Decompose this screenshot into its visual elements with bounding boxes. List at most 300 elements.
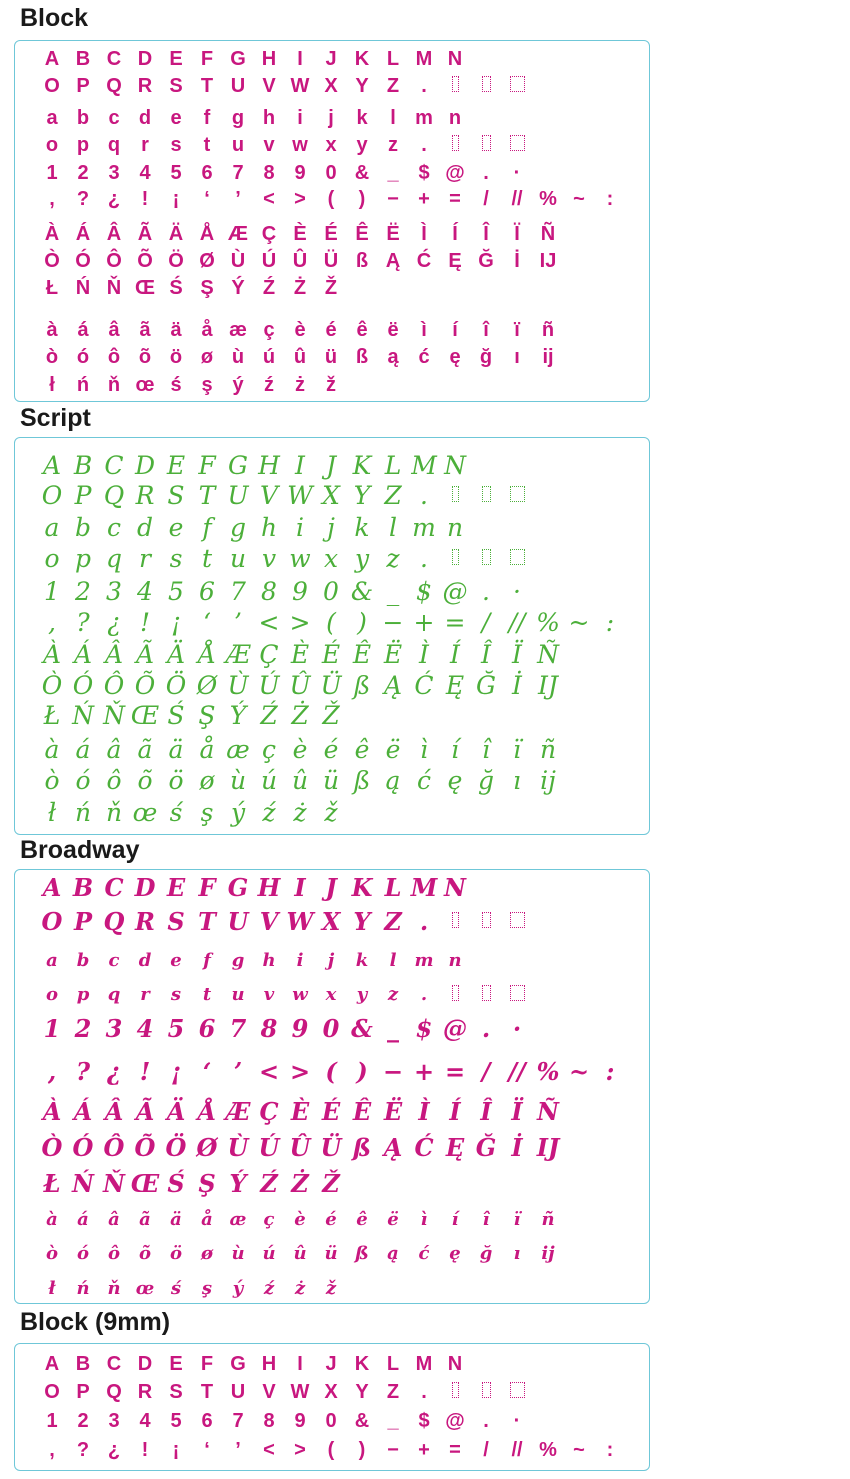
glyph: z: [388, 134, 398, 156]
glyph: o: [45, 984, 58, 1005]
glyph: Ń: [72, 1169, 94, 1198]
glyph: T: [200, 75, 214, 97]
glyph: o: [44, 544, 60, 573]
glyph: h: [260, 513, 278, 542]
glyph: Ń: [75, 277, 91, 299]
glyph: l: [389, 950, 397, 971]
glyph: Ç: [261, 223, 277, 245]
glyph: Ğ: [475, 1133, 497, 1162]
glyph: 8: [260, 1014, 278, 1043]
glyph: //: [511, 1439, 523, 1461]
glyph: Ó: [72, 671, 94, 700]
glyph: !: [139, 608, 151, 637]
glyph: !: [139, 1057, 151, 1086]
glyph: Ą: [383, 671, 403, 700]
glyph: i: [296, 950, 304, 971]
glyph: p: [76, 984, 90, 1005]
glyph: b: [76, 107, 90, 129]
glyph: E: [169, 1353, 183, 1375]
glyph: ù: [229, 766, 247, 795]
dotted-box-icon: [482, 135, 491, 151]
glyph: :: [605, 608, 615, 637]
glyph: ü: [324, 346, 338, 368]
glyph: :: [605, 1057, 615, 1086]
glyph: ?: [76, 608, 90, 637]
glyph: ú: [262, 1243, 276, 1264]
glyph: Œ: [135, 277, 155, 299]
glyph: à: [46, 319, 58, 341]
glyph: p: [76, 134, 90, 156]
glyph: j: [327, 950, 335, 971]
glyph: c: [108, 950, 120, 971]
glyph: ö: [168, 766, 184, 795]
glyph: D: [137, 1353, 153, 1375]
glyph: Ý: [229, 701, 247, 730]
glyph: Æ: [225, 640, 251, 669]
glyph: Ź: [262, 277, 276, 299]
glyph: z: [387, 984, 399, 1005]
glyph: Å: [197, 1097, 217, 1126]
glyph: IJ: [539, 250, 557, 272]
glyph: 6: [199, 577, 215, 606]
glyph: ę: [447, 766, 463, 795]
glyph: q: [107, 134, 121, 156]
glyph: y: [354, 544, 370, 573]
glyph: ı: [513, 766, 521, 795]
glyph: F: [198, 451, 216, 480]
glyph: Œ: [130, 1169, 160, 1198]
glyph: N: [447, 48, 463, 70]
glyph: ň: [105, 798, 123, 827]
glyph: V: [262, 75, 276, 97]
glyph: Ż: [291, 701, 309, 730]
glyph: ó: [76, 346, 90, 368]
glyph: Ę: [445, 1133, 465, 1162]
glyph: ~: [573, 188, 585, 210]
glyph: Ú: [258, 1133, 280, 1162]
glyph: Â: [104, 1097, 124, 1126]
glyph: ł: [48, 1278, 56, 1299]
glyph: _: [387, 162, 399, 184]
glyph: S: [167, 907, 185, 936]
glyph: K: [352, 451, 372, 480]
glyph: n: [448, 107, 462, 129]
glyph: 6: [201, 162, 213, 184]
glyph-row: [37, 545, 533, 573]
glyph: Ä: [166, 1097, 186, 1126]
glyph: M: [410, 873, 438, 902]
glyph-row: [37, 1015, 533, 1043]
glyph: :: [606, 188, 614, 210]
glyph: h: [262, 950, 276, 971]
glyph: @: [443, 1014, 467, 1043]
glyph: å: [199, 735, 215, 764]
glyph: Ý: [231, 277, 245, 299]
dotted-box-icon: [452, 1382, 459, 1398]
glyph: ’: [233, 1057, 243, 1086]
glyph: Y: [353, 481, 371, 510]
glyph: è: [294, 319, 306, 341]
glyph: −: [382, 608, 404, 637]
glyph: !: [141, 188, 149, 210]
glyph: 8: [261, 577, 277, 606]
glyph: O: [41, 481, 63, 510]
glyph: à: [44, 735, 60, 764]
glyph: t: [203, 134, 211, 156]
glyph: W: [290, 75, 310, 97]
glyph: s: [170, 134, 182, 156]
glyph: D: [134, 451, 156, 480]
glyph: ê: [356, 1209, 368, 1230]
dotted-box-icon: [510, 486, 525, 502]
glyph: é: [325, 1209, 337, 1230]
glyph: P: [73, 907, 93, 936]
glyph: Ù: [227, 671, 249, 700]
glyph: Ò: [44, 250, 60, 272]
glyph: V: [262, 1381, 276, 1403]
glyph: ): [358, 188, 366, 210]
glyph: ß: [352, 1133, 372, 1162]
glyph: Ń: [72, 701, 94, 730]
glyph: ‘: [202, 1057, 212, 1086]
glyph: H: [261, 1353, 277, 1375]
glyph: û: [293, 346, 307, 368]
glyph: ň: [107, 1278, 121, 1299]
glyph: ì: [420, 1209, 428, 1230]
glyph: A: [44, 1353, 60, 1375]
glyph: ~: [573, 1439, 585, 1461]
glyph: à: [46, 1209, 58, 1230]
glyph: M: [411, 451, 437, 480]
glyph: w: [292, 984, 308, 1005]
glyph: 4: [139, 1410, 151, 1432]
glyph: ñ: [541, 1209, 555, 1230]
glyph: &: [354, 1410, 370, 1432]
glyph: Á: [75, 223, 91, 245]
glyph: Ã: [135, 640, 155, 669]
glyph-row: [37, 131, 533, 159]
glyph: ?: [75, 1057, 91, 1086]
glyph-row: [37, 220, 564, 248]
glyph: ö: [169, 346, 183, 368]
glyph: ij: [540, 766, 556, 795]
glyph: 3: [105, 1014, 123, 1043]
glyph: Ś: [169, 277, 183, 299]
glyph: a: [46, 107, 58, 129]
glyph: Ś: [167, 701, 185, 730]
glyph-row: [37, 514, 471, 542]
glyph: I: [297, 1353, 303, 1375]
glyph: ‘: [203, 608, 211, 637]
dotted-box-icon: [510, 76, 525, 92]
glyph: Ô: [103, 1133, 125, 1162]
glyph-row: [37, 1436, 626, 1464]
glyph: é: [325, 319, 337, 341]
glyph: ã: [137, 735, 153, 764]
glyph: Q: [106, 75, 122, 97]
glyph: G: [227, 873, 249, 902]
glyph: U: [227, 907, 249, 936]
glyph: ż: [294, 1278, 306, 1299]
glyph: .: [421, 75, 427, 97]
glyph: 4: [139, 162, 151, 184]
glyph: ń: [76, 374, 90, 396]
glyph: ß: [353, 671, 371, 700]
glyph: s: [170, 984, 182, 1005]
glyph: v: [263, 984, 275, 1005]
glyph: d: [136, 513, 153, 542]
glyph: Õ: [137, 250, 153, 272]
glyph: Y: [355, 1381, 369, 1403]
glyph: x: [323, 544, 339, 573]
glyph: O: [41, 907, 63, 936]
glyph: −: [387, 1439, 399, 1461]
dotted-box-icon: [482, 486, 491, 502]
glyph: //: [508, 608, 526, 637]
glyph: %: [539, 1439, 557, 1461]
glyph: ś: [170, 374, 182, 396]
glyph: ı: [513, 1243, 521, 1264]
glyph: −: [387, 188, 399, 210]
glyph: d: [138, 950, 152, 971]
glyph: ń: [76, 1278, 90, 1299]
glyph: Ø: [196, 671, 218, 700]
glyph: î: [482, 1209, 490, 1230]
glyph: é: [323, 735, 339, 764]
glyph: 2: [77, 1410, 89, 1432]
glyph: ò: [45, 346, 59, 368]
glyph: +: [418, 1439, 430, 1461]
glyph: 9: [291, 1014, 309, 1043]
glyph: (: [325, 1057, 337, 1086]
glyph: Å: [197, 640, 217, 669]
glyph: X: [324, 75, 338, 97]
glyph: <: [258, 608, 280, 637]
glyph: y: [356, 984, 368, 1005]
glyph: t: [201, 544, 213, 573]
glyph: .: [421, 1381, 427, 1403]
glyph: Ł: [45, 277, 59, 299]
glyph: k: [355, 950, 369, 971]
glyph-row: [37, 72, 533, 100]
glyph: c: [108, 107, 120, 129]
glyph: 2: [74, 1014, 92, 1043]
glyph: +: [418, 188, 430, 210]
glyph: C: [106, 1353, 122, 1375]
glyph-row: [37, 452, 471, 480]
section-title-block: Block: [20, 4, 89, 32]
glyph: $: [416, 577, 432, 606]
glyph: Ê: [355, 223, 369, 245]
glyph: >: [289, 608, 311, 637]
glyph: ź: [264, 374, 274, 396]
glyph: Ø: [196, 1133, 218, 1162]
glyph: g: [231, 107, 245, 129]
glyph: G: [230, 48, 246, 70]
glyph: Ñ: [540, 223, 556, 245]
glyph: Ù: [230, 250, 246, 272]
glyph: X: [324, 1381, 338, 1403]
glyph: ù: [231, 346, 245, 368]
glyph: ê: [354, 735, 370, 764]
glyph: ğ: [479, 346, 493, 368]
section-title-broadway: Broadway: [20, 836, 140, 864]
glyph: ò: [44, 766, 60, 795]
glyph: G: [228, 451, 248, 480]
glyph: ï: [513, 735, 521, 764]
glyph: −: [382, 1057, 404, 1086]
glyph: ä: [170, 319, 182, 341]
glyph: .: [420, 984, 428, 1005]
glyph: 7: [230, 577, 246, 606]
glyph: B: [75, 1353, 91, 1375]
glyph: 8: [263, 1410, 275, 1432]
glyph: ú: [260, 766, 278, 795]
glyph: Ż: [293, 277, 307, 299]
glyph: Õ: [134, 671, 156, 700]
glyph: Ë: [386, 223, 400, 245]
glyph: C: [106, 48, 122, 70]
glyph: v: [263, 134, 275, 156]
dotted-box-icon: [452, 549, 459, 565]
glyph: Ù: [227, 1133, 249, 1162]
glyph: 4: [137, 577, 153, 606]
glyph: Ã: [137, 223, 153, 245]
glyph: B: [73, 451, 93, 480]
dotted-box-icon: [482, 76, 491, 92]
glyph: L: [386, 48, 400, 70]
glyph: =: [444, 608, 466, 637]
glyph-row: [37, 767, 564, 795]
glyph: L: [384, 451, 402, 480]
glyph-row: [37, 908, 533, 936]
glyph: C: [104, 451, 124, 480]
glyph: /: [483, 1439, 489, 1461]
glyph: Â: [106, 223, 122, 245]
glyph: m: [415, 107, 433, 129]
glyph: ê: [356, 319, 368, 341]
glyph: H: [258, 451, 280, 480]
glyph: F: [198, 873, 216, 902]
glyph: â: [108, 319, 120, 341]
glyph: M: [415, 1353, 433, 1375]
glyph: À: [42, 640, 62, 669]
glyph: L: [386, 1353, 400, 1375]
glyph: L: [384, 873, 402, 902]
glyph: á: [75, 735, 91, 764]
dotted-box-icon: [452, 135, 459, 151]
glyph: ü: [324, 1243, 338, 1264]
glyph: D: [134, 873, 156, 902]
glyph: .: [420, 481, 428, 510]
glyph: e: [170, 107, 182, 129]
glyph: Ň: [103, 1169, 125, 1198]
glyph: Œ: [130, 701, 160, 730]
glyph: r: [141, 134, 149, 156]
glyph: &: [351, 1014, 373, 1043]
glyph: q: [105, 544, 122, 573]
glyph: Ź: [260, 701, 278, 730]
glyph: Ň: [103, 701, 125, 730]
glyph: N: [447, 1353, 463, 1375]
glyph: I: [297, 48, 303, 70]
glyph: K: [354, 48, 370, 70]
glyph: M: [415, 48, 433, 70]
glyph: m: [412, 513, 436, 542]
glyph: W: [287, 481, 313, 510]
glyph: >: [294, 188, 306, 210]
glyph: Î: [480, 1097, 492, 1126]
glyph: 9: [292, 577, 308, 606]
glyph-row: [37, 874, 471, 902]
glyph: !: [141, 1439, 149, 1461]
glyph: >: [289, 1057, 311, 1086]
glyph: u: [231, 134, 245, 156]
glyph: 4: [136, 1014, 154, 1043]
glyph: ý: [230, 798, 246, 827]
glyph: 3: [106, 577, 122, 606]
glyph: ó: [76, 1243, 89, 1264]
glyph: ,: [49, 188, 55, 210]
glyph: 1: [46, 1410, 58, 1432]
glyph: $: [418, 162, 430, 184]
glyph: 5: [168, 577, 184, 606]
glyph: P: [74, 481, 92, 510]
glyph: Î: [483, 223, 489, 245]
glyph: Ć: [414, 1133, 434, 1162]
glyph: ã: [139, 319, 151, 341]
glyph: V: [259, 907, 279, 936]
glyph: F: [200, 48, 214, 70]
glyph: 6: [198, 1014, 216, 1043]
dotted-box-icon: [510, 985, 525, 1001]
glyph-row: [37, 947, 471, 975]
glyph: ç: [263, 319, 275, 341]
glyph: n: [446, 513, 464, 542]
glyph: Ì: [421, 223, 427, 245]
dotted-box-icon: [510, 135, 525, 151]
glyph: À: [44, 223, 60, 245]
glyph: ,: [48, 608, 56, 637]
glyph: ę: [449, 346, 461, 368]
glyph: Ň: [106, 277, 122, 299]
glyph: E: [166, 873, 186, 902]
glyph: .: [481, 1014, 491, 1043]
glyph: ł: [47, 798, 57, 827]
glyph: 2: [75, 577, 91, 606]
font-panel-script: [14, 437, 650, 835]
glyph: l: [390, 107, 396, 129]
glyph: Í: [449, 1097, 461, 1126]
glyph: Å: [199, 223, 215, 245]
glyph: 5: [170, 162, 182, 184]
glyph: d: [138, 107, 152, 129]
glyph-row: [37, 1240, 564, 1268]
font-panel-broadway: [14, 869, 650, 1304]
dotted-box-icon: [452, 912, 459, 928]
glyph: 1: [43, 1014, 61, 1043]
glyph: ú: [262, 346, 276, 368]
glyph: ô: [107, 1243, 120, 1264]
glyph: =: [444, 1057, 466, 1086]
glyph: Ú: [258, 671, 280, 700]
glyph: e: [168, 513, 184, 542]
glyph: Ô: [103, 671, 125, 700]
glyph-row: [37, 736, 564, 764]
glyph: È: [290, 640, 310, 669]
glyph: Ì: [419, 640, 429, 669]
glyph: ï: [514, 319, 520, 341]
